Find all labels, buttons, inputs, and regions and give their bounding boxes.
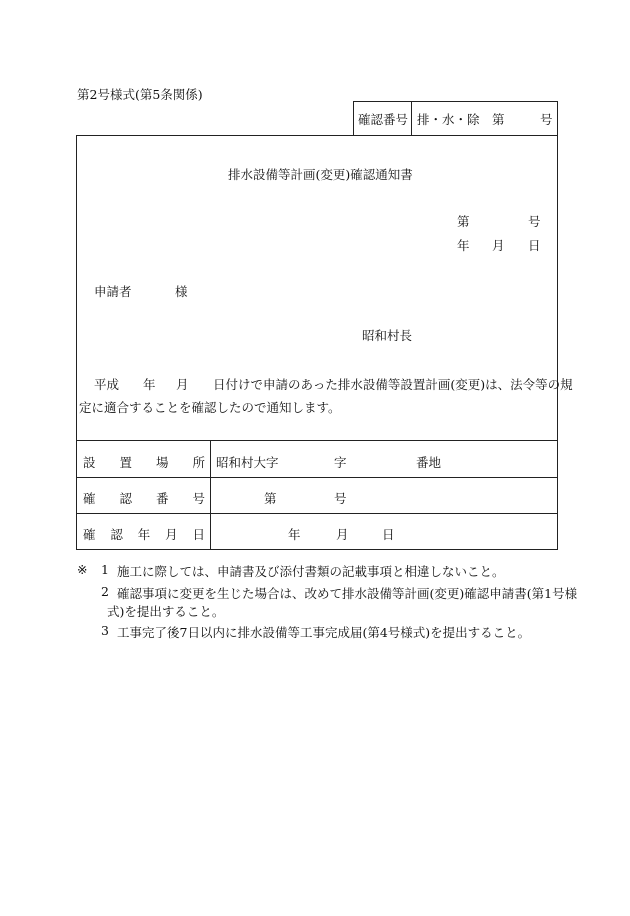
notice-date-day: 日 xyxy=(528,238,541,253)
notice-date-year: 年 xyxy=(457,238,470,253)
notes-mark: ※ xyxy=(77,562,88,577)
confirm-number-prefix: 排・水・除 xyxy=(417,112,480,127)
applicant-honorific: 様 xyxy=(175,284,188,299)
note-1-number: 1 xyxy=(101,562,109,577)
body-line2: 定に適合することを確認したので通知します。 xyxy=(79,400,341,415)
note-2-text-continued: 式)を提出すること。 xyxy=(107,604,225,619)
note-2-text: 確認事項に変更を生じた場合は、改めて排水設備等計画(変更)確認申請書(第1号様 xyxy=(117,586,578,601)
confirm-date-day: 日 xyxy=(382,527,395,542)
confirm-date-year: 年 xyxy=(288,527,301,542)
body-month: 月 xyxy=(176,377,189,392)
confirm-number-dai: 第 xyxy=(492,112,505,127)
issuer-name: 昭和村長 xyxy=(362,328,413,343)
body-era: 平成 xyxy=(94,377,120,392)
confirm-number-go-cell: 号 xyxy=(334,491,347,506)
main-frame xyxy=(76,135,558,550)
confirm-number-dai-cell: 第 xyxy=(264,491,277,506)
body-line1-rest: 日付けで申請のあった排水設備等設置計画(変更)は、法令等の規 xyxy=(213,377,573,392)
body-year: 年 xyxy=(143,377,156,392)
row-label-confirm-number: 確 認 番 号 xyxy=(83,491,205,506)
location-village: 昭和村大字 xyxy=(216,455,279,470)
note-3-number: 3 xyxy=(101,623,109,638)
location-banchi: 番地 xyxy=(416,455,442,470)
note-3-text: 工事完了後7日以内に排水設備等工事完成届(第4号様式)を提出すること。 xyxy=(117,625,531,640)
form-number: 第2号様式(第5条関係) xyxy=(77,87,203,102)
location-aza: 字 xyxy=(334,455,347,470)
confirm-number-label: 確認番号 xyxy=(358,112,409,127)
notice-date-month: 月 xyxy=(492,238,505,253)
notice-number-dai: 第 xyxy=(457,214,470,229)
note-1-text: 施工に際しては、申請書及び添付書類の記載事項と相違しないこと。 xyxy=(117,564,505,579)
table-row-divider-2 xyxy=(76,513,558,514)
table-row-divider-1 xyxy=(76,477,558,478)
confirm-header-divider xyxy=(411,101,412,136)
applicant-label: 申請者 xyxy=(94,284,132,299)
confirm-date-month: 月 xyxy=(336,527,349,542)
table-top-line xyxy=(76,440,558,441)
confirm-number-go: 号 xyxy=(540,112,553,127)
document-title: 排水設備等計画(変更)確認通知書 xyxy=(228,167,413,182)
note-2-number: 2 xyxy=(101,584,109,599)
row-label-confirm-date: 確 認 年 月 日 xyxy=(83,527,205,542)
table-column-divider xyxy=(210,440,211,550)
row-label-location: 設 置 場 所 xyxy=(83,455,205,470)
notice-number-go: 号 xyxy=(528,214,541,229)
